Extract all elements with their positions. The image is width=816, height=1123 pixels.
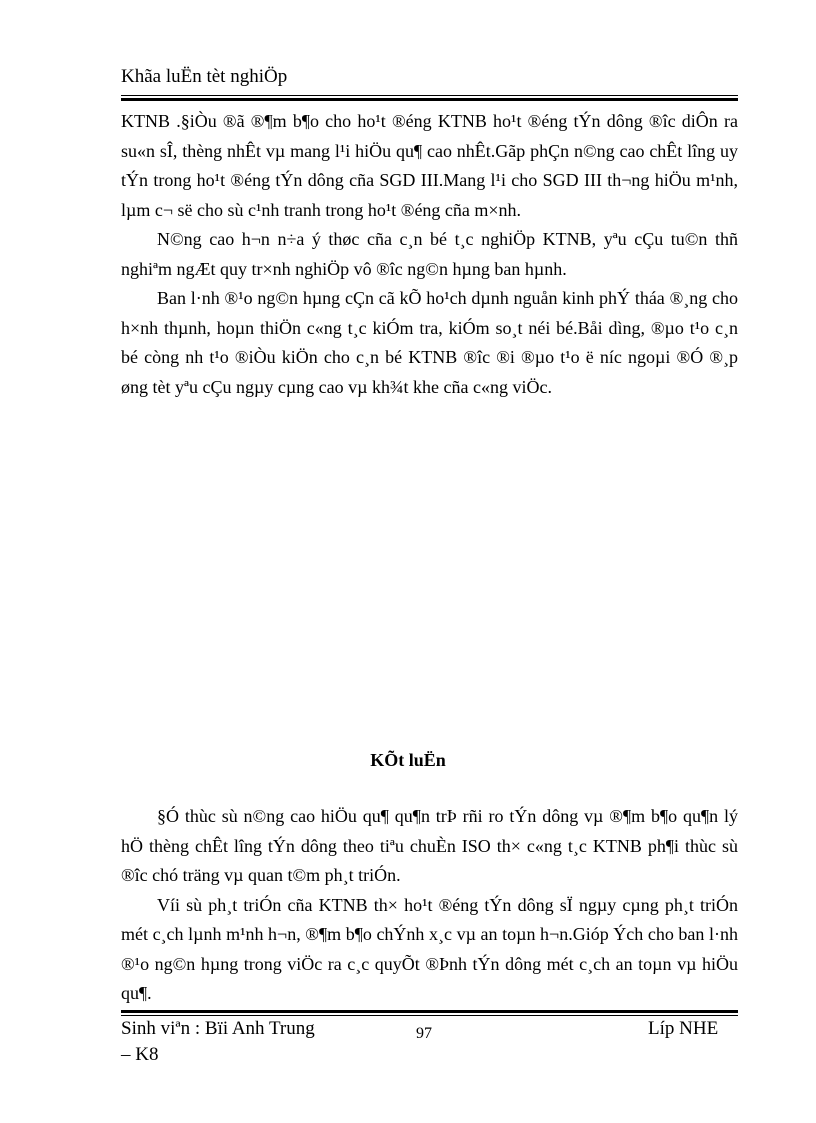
footer-rule-thin (121, 1015, 738, 1016)
footer-author: Sinh viªn : Bïi Anh Trung (121, 1018, 315, 1039)
paragraph: KTNB .§iÒu ®ã ®¶m b¶o cho ho¹t ®éng KTNB ho¹t ®éng tÝn dông ®îc diÔn ra su«n sÎ, thèng nhÊt vµ mang l¹i hiÖu qu¶ cao nhÊt.Gãp phÇn n©ng cao chÊt lîng uy tÝn trong ho¹t ®éng tÝn dông cña SGD III.Mang l¹i cho SGD III th¬ng hiÖu m¹nh, lµm c¬ së cho sù c¹nh tranh trong ho¹t ®éng cña m×nh. (121, 111, 738, 220)
header-rule-thin (121, 95, 738, 96)
header-title: Khãa luËn tèt nghiÖp (121, 66, 288, 87)
footer-author-cont: – K8 (121, 1044, 159, 1065)
paragraph: Ban l·nh ®¹o ng©n hµng cÇn cã kÕ ho¹ch dµnh nguån kinh phÝ tháa ®¸ng cho h×nh thµnh, hoµn thiÖn c«ng t¸c kiÓm tra, kiÓm so¸t néi bé.Båi dìng, ®µo t¹o c¸n bé còng nh t¹o ®iÒu kiÖn cho c¸n bé KTNB ®îc ®i ®µo t¹o ë níc ngoµi ®Ó ®¸p øng tèt yªu cÇu ngµy cµng cao vµ kh¾t khe cña c«ng viÖc. (121, 288, 738, 397)
section-body (121, 107, 738, 402)
footer-class: Líp NHE (648, 1018, 719, 1039)
page-number: 97 (416, 1025, 432, 1042)
section-title: KÕt luËn (370, 750, 446, 770)
paragraph: §Ó thùc sù n©ng cao hiÖu qu¶ qu¶n trÞ rñi ro tÝn dông vµ ®¶m b¶o qu¶n lý hÖ thèng chÊt lîng tÝn dông theo tiªu chuÈn ISO th× c«ng t¸c KTNB ph¶i thùc sù ®îc chó träng vµ quan t©m ph¸t triÓn. (121, 806, 738, 885)
paragraph: Víi sù ph¸t triÓn cña KTNB th× ho¹t ®éng tÝn dông sÏ ngµy cµng ph¸t triÓn mét c¸ch lµnh m¹nh h¬n, ®¶m b¶o chÝnh x¸c vµ an toµn h¬n.Gióp Ých cho ban l·nh ®¹o ng©n hµng trong viÖc ra c¸c quyÕt ®Þnh tÝn dông mét c¸ch an toµn vµ hiÖu qu¶. (121, 894, 738, 1003)
conclusion-body (121, 802, 738, 1009)
footer-rule-thick (121, 1010, 738, 1013)
header-rule-thick (121, 98, 738, 101)
paragraph: N©ng cao h¬n n÷a ý thøc cña c¸n bé t¸c nghiÖp KTNB, yªu cÇu tu©n thñ nghiªm ngÆt quy tr×nh nghiÖp vô ®îc ng©n hµng ban hµnh. (121, 229, 738, 279)
